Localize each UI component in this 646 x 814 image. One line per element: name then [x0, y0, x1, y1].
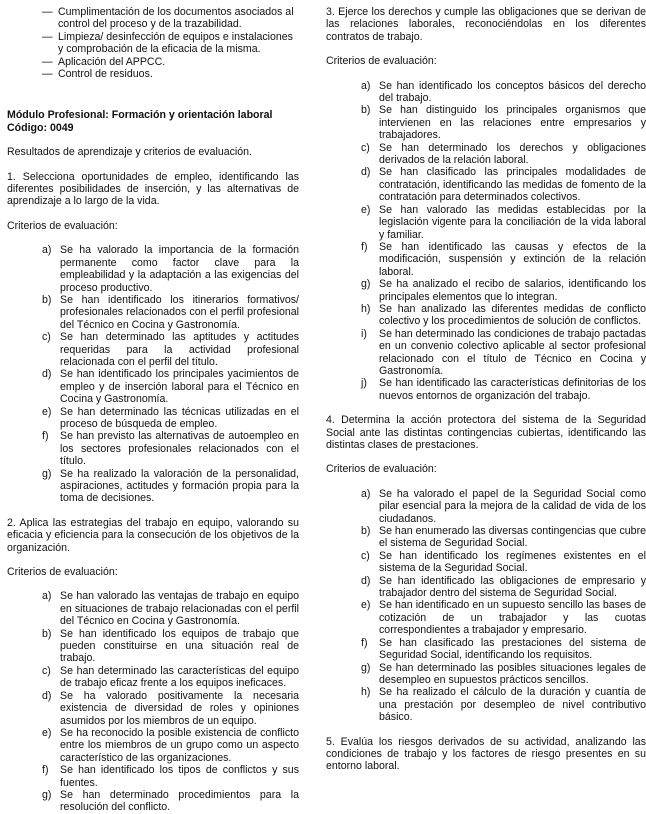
criterion-letter: e) — [361, 203, 371, 216]
criteria-list-4 — [326, 488, 646, 724]
criterion-item — [326, 328, 646, 378]
criterion-text: Se han previsto las alternativas de autoempleo en los sectores profesionales relacionados con el título. — [60, 430, 299, 468]
dash-item-text: Aplicación del APPCC. — [58, 55, 166, 68]
dash-marker: — — [42, 6, 53, 18]
criterion-item — [326, 142, 646, 167]
dash-marker: — — [42, 30, 53, 43]
criterion-item — [7, 590, 299, 627]
criterion-letter: h) — [361, 686, 371, 699]
dash-item — [7, 6, 299, 31]
criterion-item — [326, 662, 646, 687]
criterion-letter: d) — [42, 689, 52, 702]
criteria-list-2 — [7, 590, 299, 813]
criterion-text: Se ha reconocido la posible existencia de conflicto entre los miembros de un grupo como un aspecto característico de las organizaciones. — [60, 726, 299, 764]
criterion-item — [7, 406, 299, 431]
criterion-item — [7, 727, 299, 764]
criterion-text: Se han identificado las obligaciones de empresario y trabajador dentro del sistema de Seguridad Social. — [379, 574, 646, 600]
dash-item-text: Limpieza/ desinfección de equipos e instalaciones y comprobación de la eficacia de la misma. — [58, 30, 293, 56]
criterion-text: Se ha realizado el cálculo de la duración y cuantía de una prestación por desempleo de nivel contributivo básico. — [379, 686, 646, 724]
criterion-letter: f) — [361, 636, 368, 649]
criterion-text: Se han identificado los tipos de conflictos y sus fuentes. — [60, 764, 299, 789]
criterion-text: Se ha valorado la importancia de la formación permanente como factor clave para la empleabilidad y la adaptación a las exigencias del proceso productivo. — [60, 244, 299, 294]
module-title: Módulo Profesional: Formación y orientación laboral — [7, 109, 273, 122]
results-heading: Resultados de aprendizaje y criterios de evaluación. — [7, 146, 252, 159]
criterion-item — [326, 303, 646, 328]
criterion-item — [7, 244, 299, 294]
criterion-letter: j) — [361, 377, 367, 390]
learning-result-5: 5. Evalúa los riesgos derivados de su actividad, analizando las condiciones de trabajo y los factores de riesgo presentes en su entorno laboral. — [326, 735, 646, 773]
module-code: Código: 0049 — [7, 121, 74, 134]
criterion-letter: g) — [361, 278, 371, 291]
criterion-item — [326, 550, 646, 575]
criterion-item — [326, 166, 646, 203]
criterion-text: Se han determinado las posibles situaciones legales de desempleo en supuestos prácticos sencillos. — [379, 661, 646, 686]
criterion-text: Se han clasificado las principales modalidades de contratación, identificando las medidas de fomento de la contratación para determinados colectivos. — [379, 166, 646, 204]
criterion-letter: e) — [361, 599, 371, 612]
learning-result-1: 1. Selecciona oportunidades de empleo, identificando las diferentes posibilidades de inserción, y las alternativas de aprendizaje a lo largo de la vida. — [7, 170, 299, 208]
criterion-text: Se han clasificado las prestaciones del sistema de Seguridad Social, identificando los requisitos. — [379, 636, 646, 662]
learning-result-2: 2. Aplica las estrategias del trabajo en equipo, valorando su eficacia y eficiencia para la consecución de los objetivos de la organización. — [7, 516, 299, 554]
learning-result-3: 3. Ejerce los derechos y cumple las obligaciones que se derivan de las relaciones laborales, reconociéndolas en los diferentes contratos de trabajo. — [326, 6, 646, 43]
dash-item — [7, 31, 299, 56]
criterion-item — [326, 525, 646, 550]
criterion-letter: c) — [42, 664, 51, 677]
criterion-item — [7, 690, 299, 727]
criterion-item — [326, 204, 646, 241]
criterion-text: Se han identificado las características definitorias de los nuevos entornos de organización del trabajo. — [379, 377, 646, 402]
criterion-item — [326, 377, 646, 402]
criterion-item — [7, 430, 299, 467]
criterion-text: Se han identificado en un supuesto sencillo las bases de cotización de un trabajador y las cuotas correspondientes a trabajador y empresario. — [379, 599, 646, 637]
criterion-item — [326, 686, 646, 723]
criterion-letter: b) — [361, 525, 371, 538]
criterion-letter: d) — [361, 574, 371, 587]
criterion-letter: d) — [42, 368, 52, 381]
dash-list — [7, 6, 299, 80]
criterion-letter: f) — [42, 764, 49, 777]
criterion-letter: b) — [361, 104, 371, 117]
criterion-letter: a) — [361, 79, 371, 92]
criteria-list-1 — [7, 244, 299, 505]
criteria-label-2: Criterios de evaluación: — [7, 566, 118, 579]
criterion-text: Se han determinado las características del equipo de trabajo eficaz frente a los equipos ineficaces. — [60, 664, 299, 690]
criteria-label-1: Criterios de evaluación: — [7, 219, 118, 232]
dash-marker: — — [42, 55, 53, 68]
criterion-letter: i) — [361, 327, 367, 340]
criterion-text: Se han identificado los regímenes existentes en el sistema de la Seguridad Social. — [379, 549, 646, 575]
criterion-item — [326, 278, 646, 303]
dash-item — [7, 56, 299, 68]
criterion-text: Se han valorado las medidas establecidas por la legislación vigente para la conciliación de la vida laboral y familiar. — [379, 203, 646, 241]
criterion-item — [7, 628, 299, 665]
criterion-text: Se han identificado las causas y efectos de la modificación, suspensión y extinción de la relación laboral. — [379, 240, 646, 278]
left-column — [7, 6, 299, 814]
criterion-letter: c) — [361, 141, 370, 154]
criterion-text: Se han valorado las ventajas de trabajo en equipo en situaciones de trabajo relacionadas con el perfil del Técnico en Cocina y Gastronomía. — [60, 590, 299, 628]
criteria-list-3 — [326, 80, 646, 403]
criterion-text: Se han distinguido los principales organismos que intervienen en las relaciones entre empresarios y trabajadores. — [379, 104, 646, 142]
criterion-letter: g) — [361, 661, 371, 674]
criterion-item — [7, 294, 299, 331]
criterion-text: Se ha analizado el recibo de salarios, identificando los principales elementos que lo integran. — [379, 278, 646, 303]
learning-result-4: 4. Determina la acción protectora del sistema de la Seguridad Social ante las distintas contingencias cubiertas, identificando las distintas clases de prestaciones. — [326, 414, 646, 451]
criterion-item — [326, 637, 646, 662]
criterion-text: Se han analizado las diferentes medidas de conflicto colectivo y los procedimientos de solución de conflictos. — [379, 302, 646, 328]
criterion-text: Se han determinado procedimientos para la resolución del conflicto. — [60, 788, 299, 814]
criterion-letter: b) — [42, 293, 52, 306]
criterion-item — [7, 789, 299, 814]
criterion-item — [7, 665, 299, 690]
criteria-label-4: Criterios de evaluación: — [326, 463, 437, 476]
criterion-letter: f) — [361, 240, 368, 253]
criterion-item — [7, 331, 299, 368]
criterion-letter: c) — [42, 331, 51, 344]
criterion-text: Se han enumerado las diversas contingencias que cubre el sistema de Seguridad Social. — [379, 525, 646, 550]
criterion-text: Se han determinado las técnicas utilizadas en el proceso de búsqueda de empleo. — [60, 405, 299, 430]
criterion-letter: g) — [42, 788, 52, 801]
criterion-item — [326, 599, 646, 636]
criterion-item — [326, 104, 646, 141]
criterion-text: Se ha valorado positivamente la necesaria existencia de diversidad de roles y opiniones asumidos por los miembros de un equipo. — [60, 689, 299, 727]
criterion-item — [326, 488, 646, 525]
criterion-letter: f) — [42, 430, 49, 443]
criterion-letter: g) — [42, 467, 52, 480]
criterion-letter: a) — [361, 487, 371, 500]
criterion-item — [7, 368, 299, 405]
dash-marker: — — [42, 68, 53, 81]
criterion-text: Se ha realizado la valoración de la personalidad, aspiraciones, actitudes y formación propia para la toma de decisiones. — [60, 467, 299, 505]
criterion-text: Se ha valorado el papel de la Seguridad Social como pilar esencial para la mejora de la calidad de vida de los ciudadanos. — [379, 487, 646, 525]
criterion-letter: h) — [361, 302, 371, 315]
criterion-letter: d) — [361, 166, 371, 179]
criterion-text: Se han identificado los conceptos básicos del derecho del trabajo. — [379, 79, 646, 105]
criterion-letter: b) — [42, 627, 52, 640]
dash-item — [7, 68, 299, 80]
criterion-letter: a) — [42, 590, 52, 603]
criterion-text: Se han determinado las aptitudes y actitudes requeridas para la actividad profesional relacionada con el perfil del título. — [60, 331, 299, 368]
criterion-text: Se han identificado los equipos de trabajo que pueden constituirse en una situación real de trabajo. — [60, 627, 299, 665]
criterion-letter: e) — [42, 405, 52, 418]
criterion-text: Se han determinado los derechos y obligaciones derivados de la relación laboral. — [379, 141, 646, 167]
dash-item-text: Control de residuos. — [58, 68, 153, 81]
criterion-letter: a) — [42, 244, 52, 257]
criterion-letter: e) — [42, 726, 52, 739]
criterion-item — [7, 764, 299, 789]
right-column — [326, 6, 646, 773]
criteria-label-3: Criterios de evaluación: — [326, 55, 437, 68]
criterion-item — [326, 80, 646, 105]
dash-item-text: Cumplimentación de los documentos asociados al control del proceso y de la trazabilidad. — [58, 6, 294, 31]
criterion-text: Se han identificado los principales yacimientos de empleo y de inserción laboral para el Técnico en Cocina y Gastronomía. — [60, 368, 299, 406]
criterion-text: Se han identificado los itinerarios formativos/ profesionales relacionados con el perfil profesional del Técnico en Cocina y Gastronomía. — [60, 293, 299, 331]
criterion-text: Se han determinado las condiciones de trabajo pactadas en un convenio colectivo aplicable al sector profesional relacionado con el título de Técnico en Cocina y Gastronomía. — [379, 327, 646, 377]
criterion-item — [7, 468, 299, 505]
criterion-letter: c) — [361, 549, 370, 562]
criterion-item — [326, 575, 646, 600]
criterion-item — [326, 241, 646, 278]
